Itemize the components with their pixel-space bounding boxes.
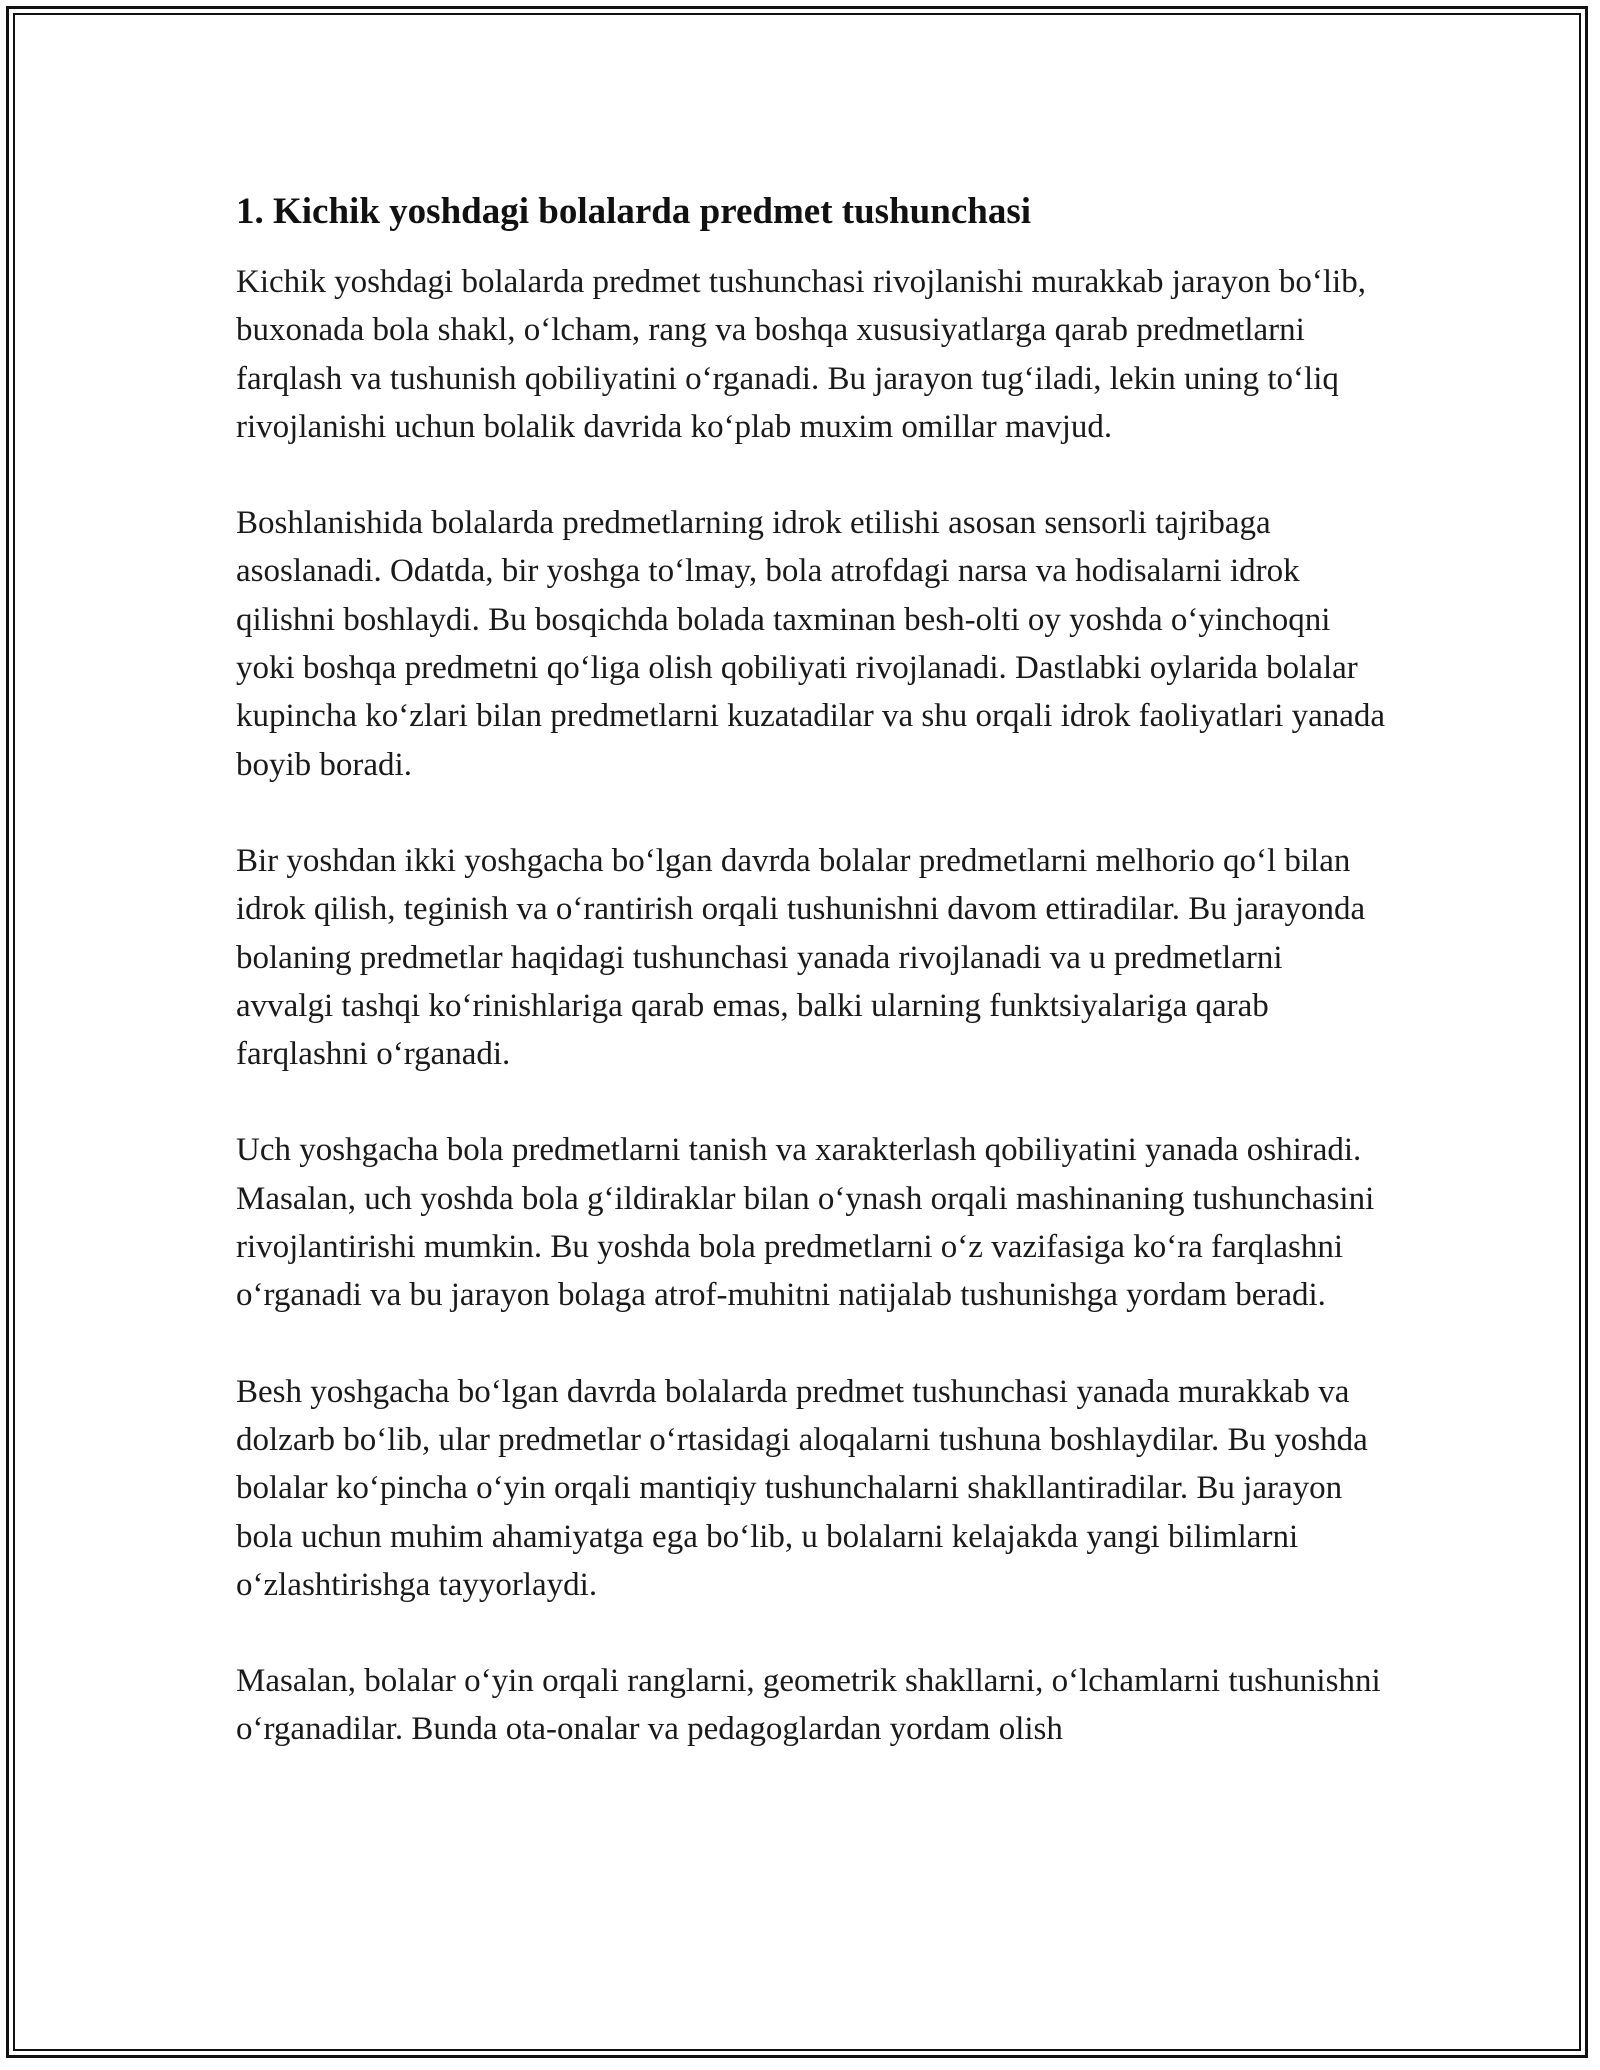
paragraph-3: Bir yoshdan ikki yoshgacha bo‘lgan davrda bolalar predmetlarni melhorio qo‘l bilan idrok qilish, teginish va o‘rantirish orqali tushunishni davom ettiradilar. Bu jarayonda bolaning predmetlar haqidagi tushunchasi yanada rivojlanadi va u predmetlarni avvalgi tashqi ko‘rinishlariga qarab emas, balki ularning funktsiyalariga qarab farqlashni o‘rganadi. bbox=[236, 842, 1366, 1073]
paragraph-4: Uch yoshgacha bola predmetlarni tanish va xarakterlash qobiliyatini yanada oshiradi. Masalan, uch yoshda bola g‘ildiraklar bilan o‘ynash orqali mashinaning tushunchasini rivojlantirishi mumkin. Bu yoshda bola predmetlarni o‘z vazifasiga ko‘ra farqlashni o‘rganadi va bu jarayon bolaga atrof-muhitni natijalab tushunishga yordam beradi. bbox=[236, 1132, 1375, 1314]
paragraph-5: Besh yoshgacha bo‘lgan davrda bolalarda predmet tushunchasi yanada murakkab va dolzarb bo‘lib, ular predmetlar o‘rtasidagi aloqalarni tushuna boshlaydilar. Bu yoshda bolalar ko‘pincha o‘yin orqali mantiqiy tushunchalarni shakllantiradilar. Bu jarayon bola uchun muhim ahamiyatga ega bo‘lib, u bolalarni kelajakda yangi bilimlarni o‘zlashtirishga tayyorlaydi. bbox=[236, 1373, 1368, 1603]
paragraph-1: Kichik yoshdagi bolalarda predmet tushunchasi rivojlanishi murakkab jarayon bo‘lib, buxonada bola shakl, o‘lcham, rang va boshqa xususiyatlarga qarab predmetlarni farqlash va tushunish qobiliyatini o‘rganadi. Bu jarayon tug‘iladi, lekin uning to‘liq rivojlanishi uchun bolalik davrida ko‘plab muxim omillar mavjud. bbox=[236, 264, 1366, 445]
paragraph-6: Masalan, bolalar o‘yin orqali ranglarni, geometrik shakllarni, o‘lchamlarni tushunishni o‘rganadilar. Bunda ota-onalar va pedagoglardan yordam olish bbox=[236, 1663, 1381, 1748]
document-body bbox=[236, 186, 1386, 1754]
section-heading: 1. Kichik yoshdagi bolalarda predmet tushunchasi bbox=[236, 191, 1031, 232]
paragraph-2: Boshlanishida bolalarda predmetlarning idrok etilishi asosan sensorli tajribaga asoslanadi. Odatda, bir yoshga to‘lmay, bola atrofdagi narsa va hodisalarni idrok qilishni boshlaydi. Bu bosqichda bolada taxminan besh-olti oy yoshda o‘yinchoqni yoki boshqa predmetni qo‘liga olish qobiliyati rivojlanadi. Dastlabki oylarida bolalar kupincha ko‘zlari bilan predmetlarni kuzatadilar va shu orqali idrok faoliyatlari yanada boyib boradi. bbox=[236, 505, 1386, 783]
